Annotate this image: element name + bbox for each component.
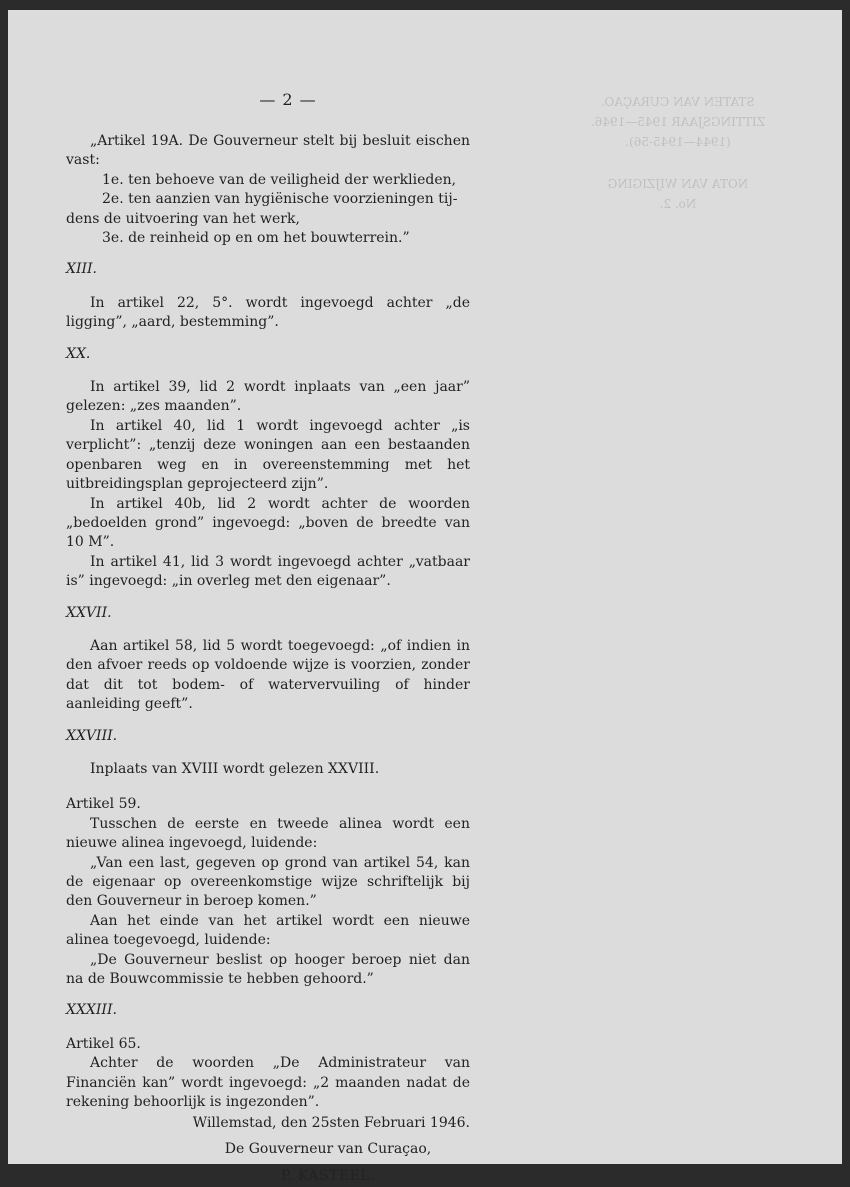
paragraph: „De Gouverneur beslist op hooger beroep niet dan na de Bouwcommissie te hebben gehoord.” xyxy=(66,951,470,988)
paragraph: „Artikel 19A. De Gouverneur stelt bij besluit eischen vast: xyxy=(66,133,470,169)
paragraph: Achter de woorden „De Administrateur van Financiën kan” wordt ingevoegd: „2 maanden nadat de rekening behoorlijk is ingezonden”. xyxy=(66,1055,470,1111)
list-item: 1e. ten behoeve van de veiligheid der werklieden, xyxy=(102,171,457,188)
page-number: — 2 — xyxy=(259,90,317,109)
ghost-line: No. 2. xyxy=(659,197,697,211)
paragraph: „Van een last, gegeven op grond van artikel 54, kan de eigenaar op overeenkomstige wijze schriftelijk bij den Gouverneur in beroep komen.” xyxy=(66,854,470,910)
list-item: 2e. ten aanzien van hygiënische voorzieningen tij- xyxy=(102,191,458,208)
paragraph: Aan artikel 58, lid 5 wordt toegevoegd: „of indien in den afvoer reeds op voldoende wijze is voorzien, zonder dat dit tot bodem- of watervervuiling of hinder aanleiding geeft”. xyxy=(66,637,470,713)
document-body xyxy=(66,132,470,1187)
document-page xyxy=(8,10,842,1185)
section-heading: XIII. xyxy=(66,261,98,278)
section-heading: XX. xyxy=(66,345,91,362)
ghost-line: (1944—1945-56). xyxy=(625,135,731,149)
show-through-text xyxy=(528,92,828,236)
ghost-line: STATEN VAN CURAÇAO. xyxy=(601,95,755,109)
article-heading: Artikel 65. xyxy=(66,1035,141,1052)
list-item-continued: dens de uitvoering van het werk, xyxy=(66,210,300,227)
paragraph: In artikel 41, lid 3 wordt ingevoegd achter „vatbaar is” ingevoegd: „in overleg met den eigenaar”. xyxy=(66,553,470,590)
section-heading: XXVII. xyxy=(66,604,112,621)
paragraph: Tusschen de eerste en tweede alinea wordt een nieuwe alinea ingevoegd, luidende: xyxy=(66,815,470,852)
signatory-name: P. KASTEEL. xyxy=(280,1168,376,1185)
paragraph: In artikel 40b, lid 2 wordt achter de woorden „bedoelden grond” ingevoegd: „boven de breedte van 10 M”. xyxy=(66,495,470,551)
place-date: Willemstad, den 25sten Februari 1946. xyxy=(192,1115,470,1132)
article-heading: Artikel 59. xyxy=(66,796,141,813)
spacer xyxy=(66,779,470,795)
paragraph: In artikel 39, lid 2 wordt inplaats van „een jaar” gelezen: „zes maanden”. xyxy=(66,379,470,415)
section-heading: XXVIII. xyxy=(66,727,118,744)
list-item: 3e. de reinheid op en om het bouwterrein.” xyxy=(102,230,410,247)
paragraph: In artikel 22, 5°. wordt ingevoegd achter „de ligging”, „aard, bestemming”. xyxy=(66,294,470,331)
section-heading: XXXIII. xyxy=(66,1002,117,1019)
paragraph: In artikel 40, lid 1 wordt ingevoegd achter „is verplicht”: „tenzij deze woningen aan een bestaanden openbaren weg en in overeenstemming met het uitbreidingsplan geprojecteerd zijn”. xyxy=(66,417,470,493)
ghost-line: NOTA VAN WIJZIGING xyxy=(607,177,749,191)
paragraph: Aan het einde van het artikel wordt een nieuwe alinea toegevoegd, luidende: xyxy=(66,912,470,949)
paragraph: Inplaats van XVIII wordt gelezen XXVIII. xyxy=(90,760,380,777)
signatory-title: De Gouverneur van Curaçao, xyxy=(224,1140,432,1157)
ghost-line: ZITTINGSJAAR 1945—1946. xyxy=(590,115,766,129)
